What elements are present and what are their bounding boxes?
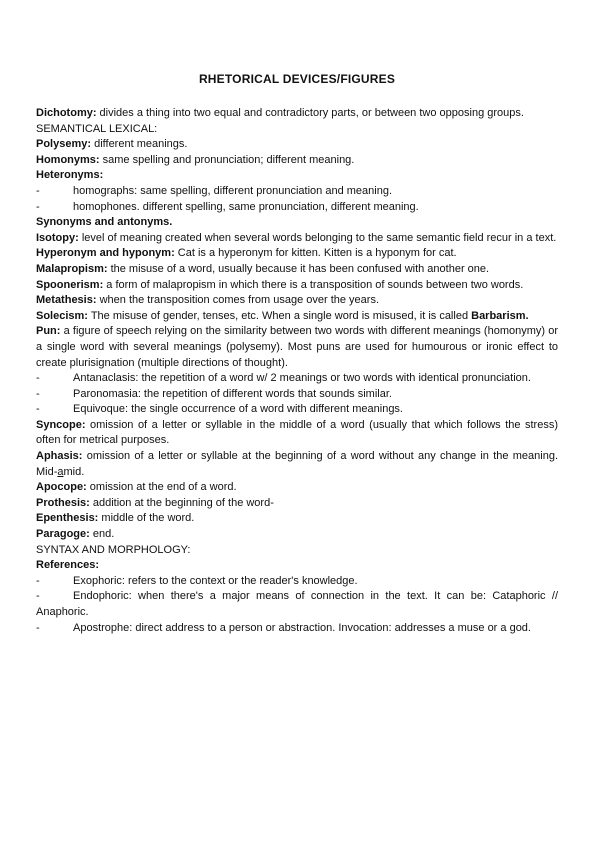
- bullet-text: Paronomasia: the repetition of different words that sounds similar.: [73, 387, 392, 400]
- term-definition: different meanings.: [91, 138, 188, 151]
- bullet-text: Endophoric: when there's a major means of connection in the text. It can be: Cataphoric // Anaphoric.: [36, 590, 558, 618]
- entry-aphasis: [36, 449, 558, 480]
- term-definition: when the transposition comes from usage over the years.: [96, 294, 380, 307]
- bullet-text: Exophoric: refers to the context or the reader's knowledge.: [73, 574, 358, 587]
- entry-isotopy: [36, 231, 558, 247]
- entry-heteronyms: Heteronyms:: [36, 169, 104, 182]
- entry-malapropism: [36, 262, 558, 278]
- entry-spoonerism: [36, 278, 558, 294]
- term-label-barbarism: Barbarism.: [471, 309, 529, 322]
- term-definition: the misuse of a word, usually because it has been confused with another one.: [107, 262, 490, 275]
- bullet-text: homographs: same spelling, different pronunciation and meaning.: [73, 184, 392, 197]
- term-definition: level of meaning created when several words belonging to the same semantic field recur in a text.: [78, 231, 557, 244]
- section-heading-semantical: SEMANTICAL LEXICAL:: [36, 122, 158, 135]
- entry-homonyms: [36, 153, 558, 169]
- entry-polysemy: [36, 137, 558, 153]
- term-definition-tail: mid.: [63, 465, 85, 478]
- term-definition: middle of the word.: [98, 512, 195, 525]
- term-definition: Cat is a hyperonym for kitten. Kitten is a hyponym for cat.: [174, 247, 457, 260]
- term-label: Polysemy:: [36, 138, 92, 151]
- bullet-dash: -: [36, 403, 40, 416]
- entry-pun: [36, 324, 558, 371]
- term-label: Solecism:: [36, 309, 88, 322]
- term-definition: end.: [89, 528, 115, 541]
- term-definition: omission of a letter or syllable at the beginning of a word without any change in the meaning. Mid-: [36, 450, 558, 478]
- bullet-dash: -: [36, 184, 40, 197]
- term-label: Epenthesis:: [36, 512, 99, 525]
- term-label: Paragoge:: [36, 528, 90, 541]
- bullet-paronomasia: [36, 387, 558, 403]
- term-label: Prothesis:: [36, 496, 90, 509]
- bullet-text: Apostrophe: direct address to a person or abstraction. Invocation: addresses a muse or a god.: [73, 621, 531, 634]
- term-definition: divides a thing into two equal and contradictory parts, or between two opposing groups.: [96, 107, 524, 119]
- entry-dichotomy: [36, 106, 558, 122]
- term-label: Hyperonym and hyponym:: [36, 247, 175, 260]
- entry-apocope: [36, 480, 558, 496]
- entry-references: References:: [36, 559, 99, 572]
- term-label: Pun:: [36, 325, 61, 338]
- bullet-apostrophe: - Apostrophe: direct address to a person or abstraction. Invocation: addresses a muse or a god.: [36, 621, 531, 634]
- term-definition: a form of malapropism in which there is a transposition of sounds between two words.: [103, 278, 524, 291]
- bullet-dash: -: [36, 574, 40, 587]
- document-page: [36, 72, 558, 636]
- entry-prothesis: [36, 496, 558, 512]
- page-title: RHETORICAL DEVICES/FIGURES: [198, 72, 396, 86]
- section-heading-syntax: SYNTAX AND MORPHOLOGY:: [36, 543, 191, 556]
- term-definition: omission at the end of a word.: [86, 481, 237, 494]
- term-label: Isotopy:: [36, 231, 79, 244]
- term-definition: The misuse of gender, tenses, etc. When a single word is misused, it is called: [87, 309, 472, 322]
- entry-metathesis: [36, 293, 558, 309]
- term-label: Aphasis:: [36, 450, 83, 463]
- entry-paragoge: [36, 527, 558, 543]
- entry-syncope: [36, 418, 558, 449]
- bullet-text: homophones. different spelling, same pronunciation, different meaning.: [73, 200, 419, 213]
- term-definition: a figure of speech relying on the similarity between two words with different meanings (homonymy) or a single word with several meanings (polysemy). Most puns are used for humourous or ironic effect to create plurisignation (multiple directions of thought).: [36, 325, 558, 369]
- term-label: Homonyms:: [36, 153, 100, 166]
- bullet-equivoque: [36, 402, 558, 418]
- term-label: Syncope:: [36, 418, 86, 431]
- bullet-exophoric: [36, 574, 558, 590]
- term-label: Spoonerism:: [36, 278, 104, 291]
- bullet-homophones: [36, 200, 558, 216]
- term-definition: addition at the beginning of the word-: [89, 496, 274, 509]
- bullet-dash: -: [36, 200, 40, 213]
- bullet-text: Antanaclasis: the repetition of a word w/ 2 meanings or two words with identical pronunciation.: [73, 372, 531, 385]
- term-label: Malapropism:: [36, 262, 108, 275]
- term-label: Metathesis:: [36, 294, 97, 307]
- entry-epenthesis: [36, 511, 558, 527]
- bullet-dash: -: [36, 387, 40, 400]
- entry-solecism: [36, 309, 558, 325]
- entry-synonyms-antonyms: Synonyms and antonyms.: [36, 216, 173, 229]
- bullet-antanaclasis: - Antanaclasis: the repetition of a word w/ 2 meanings or two words with identical pronunciation.: [36, 372, 531, 385]
- bullet-homographs: [36, 184, 558, 200]
- term-definition: omission of a letter or syllable in the middle of a word (usually that which follows the stress) often for metrical purposes.: [36, 418, 558, 447]
- entry-hyperonym: [36, 246, 558, 262]
- term-label: Dichotomy:: [36, 107, 97, 119]
- bullet-endophoric: - Endophoric: when there's a major means of connection in the text. It can be: Cataphoric // Anaphoric.: [36, 590, 558, 618]
- underlined-letter: a: [57, 465, 64, 478]
- term-definition: same spelling and pronunciation; different meaning.: [99, 153, 355, 166]
- term-label: Apocope:: [36, 481, 87, 494]
- bullet-text: Equivoque: the single occurrence of a word with different meanings.: [73, 403, 403, 416]
